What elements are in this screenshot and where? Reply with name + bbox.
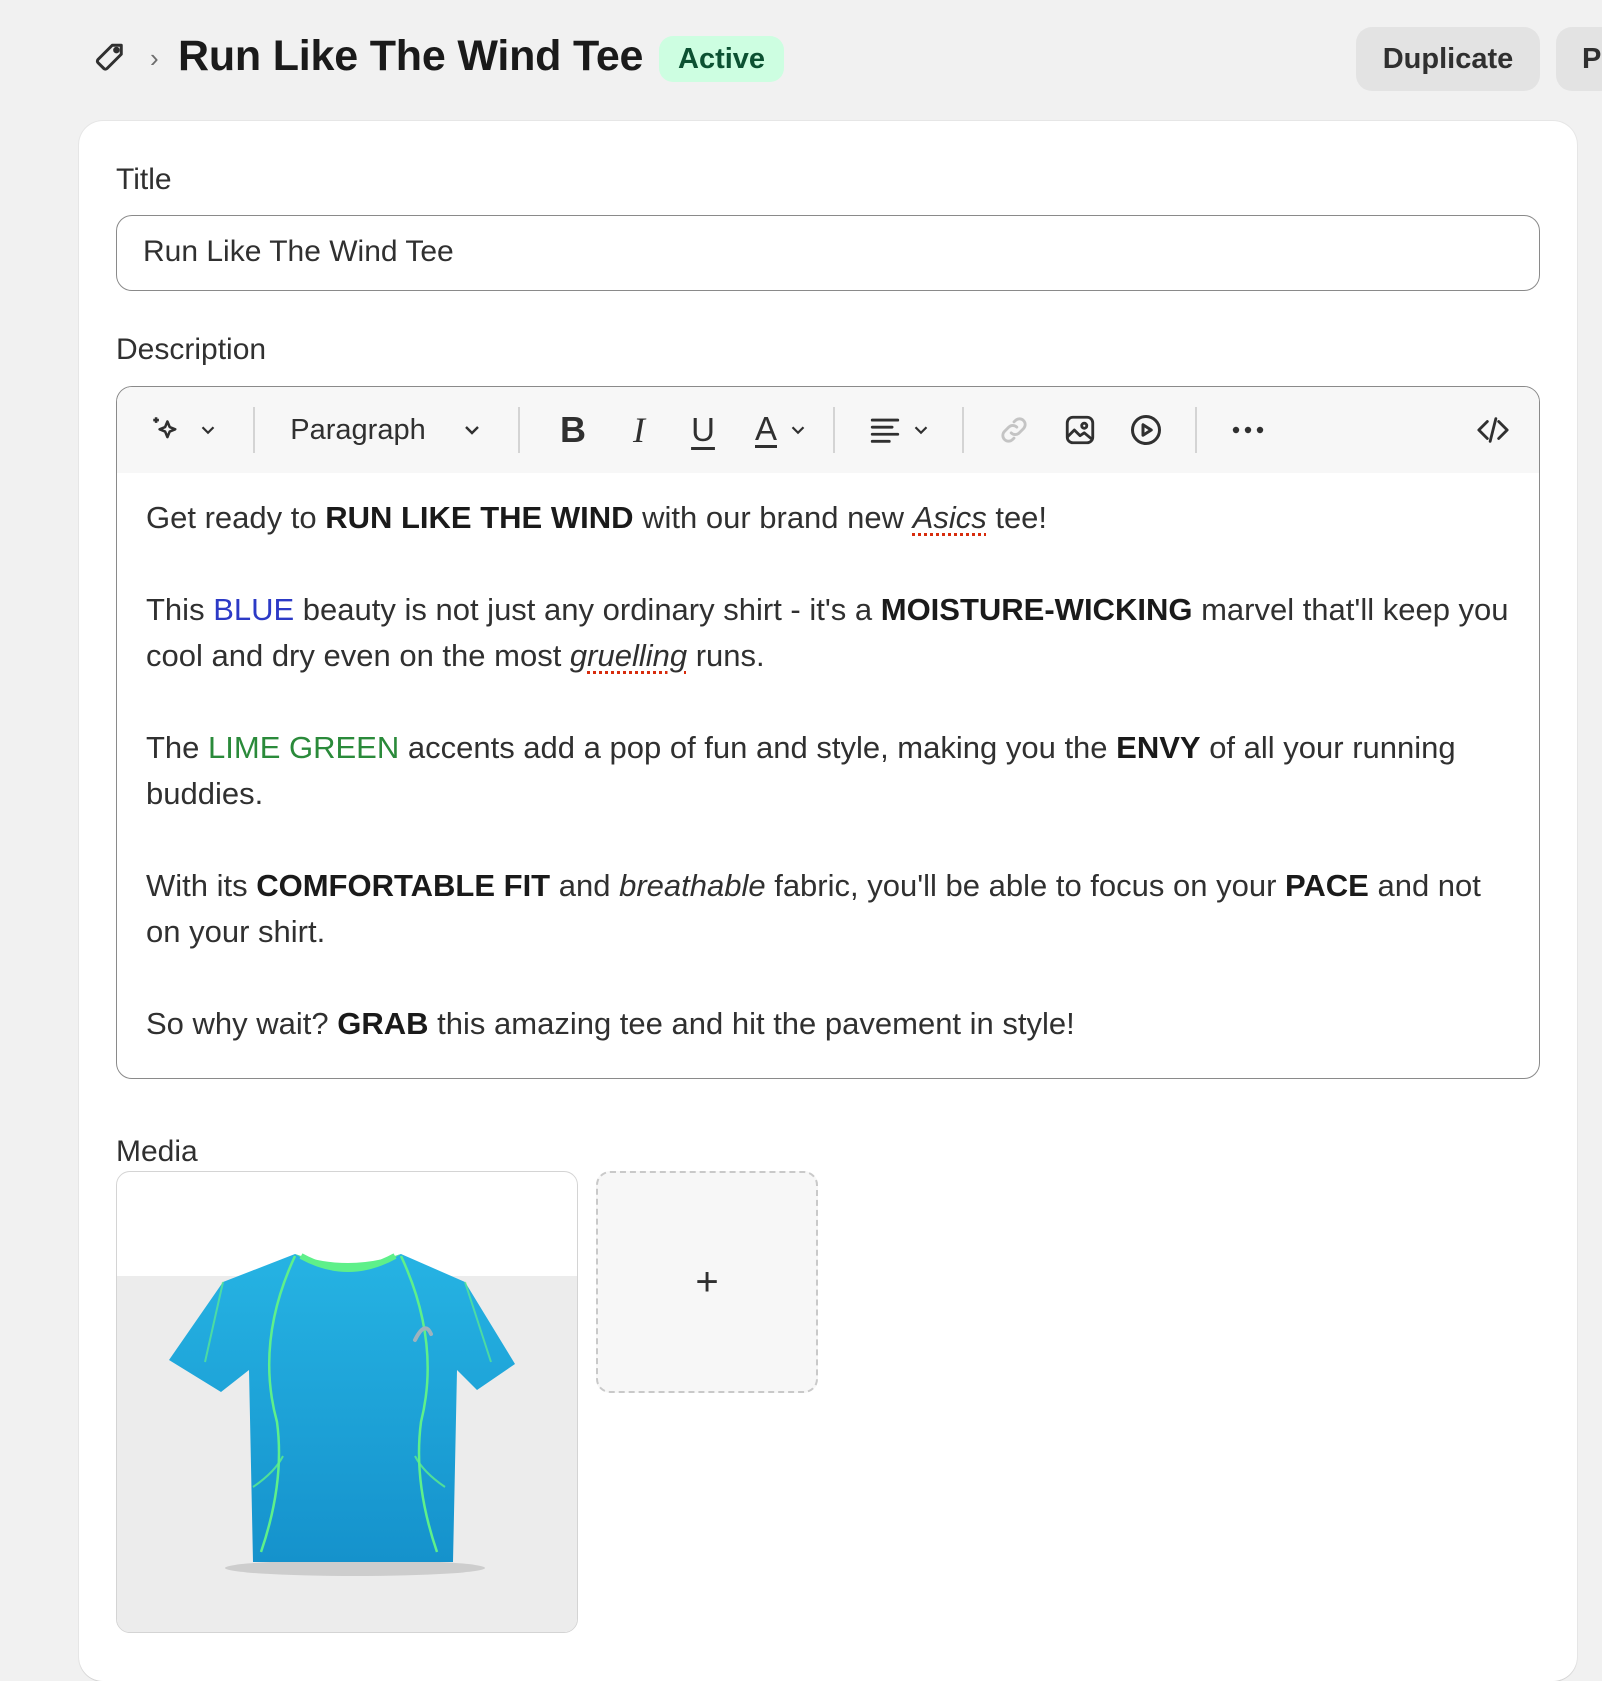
text-color-button[interactable] — [739, 387, 825, 473]
breadcrumb-chevron-icon: › — [150, 43, 159, 73]
media-label: Media — [116, 1135, 198, 1168]
align-icon — [868, 413, 902, 447]
toolbar-divider — [253, 407, 255, 453]
bold-button[interactable] — [545, 387, 601, 473]
align-button[interactable] — [859, 387, 941, 473]
description-editor[interactable] — [116, 386, 1540, 1079]
chevron-down-icon — [787, 419, 809, 441]
video-icon — [1128, 412, 1164, 448]
media-item[interactable] — [116, 1171, 578, 1633]
description-paragraph: The LIME GREEN accents add a pop of fun and style, making you the ENVY of all your running buddies. — [146, 730, 1456, 811]
chevron-down-icon — [197, 419, 219, 441]
html-source-button[interactable] — [1463, 387, 1523, 473]
paragraph-select-label: Paragraph — [290, 413, 426, 446]
editor-toolbar — [117, 387, 1539, 473]
text-color-icon: A — [754, 409, 777, 447]
underline-button[interactable] — [675, 387, 731, 473]
duplicate-button[interactable]: Duplicate — [1356, 27, 1540, 91]
tag-icon[interactable] — [92, 40, 128, 76]
preview-button[interactable]: P — [1556, 27, 1602, 91]
tshirt-image — [165, 1242, 531, 1582]
magic-button[interactable] — [143, 387, 225, 473]
description-paragraph: With its COMFORTABLE FIT and breathable fabric, you'll be able to focus on your PACE and not on your shirt. — [146, 868, 1481, 949]
bold-icon: B — [560, 409, 586, 450]
editor-content[interactable] — [146, 495, 1516, 1047]
italic-button[interactable] — [611, 387, 667, 473]
toolbar-divider — [962, 407, 964, 453]
more-icon — [1230, 424, 1266, 436]
image-icon — [1063, 413, 1097, 447]
title-label: Title — [116, 163, 172, 196]
chevron-down-icon — [460, 418, 484, 442]
sparkle-icon — [149, 413, 183, 447]
description-paragraph: So why wait? GRAB this amazing tee and hit the pavement in style! — [146, 1006, 1075, 1041]
description-paragraph: Get ready to RUN LIKE THE WIND with our brand new Asics tee! — [146, 500, 1048, 535]
toolbar-divider — [518, 407, 520, 453]
page-title: Run Like The Wind Tee — [178, 32, 644, 80]
paragraph-select[interactable] — [277, 387, 497, 473]
description-label: Description — [116, 333, 267, 366]
insert-video-button[interactable] — [1117, 387, 1175, 473]
more-options-button[interactable] — [1217, 387, 1279, 473]
title-input[interactable]: Run Like The Wind Tee — [116, 215, 1540, 291]
underline-icon: U — [691, 411, 715, 448]
status-badge: Active — [659, 36, 784, 82]
page-header — [0, 0, 1602, 118]
toolbar-divider — [833, 407, 835, 453]
description-paragraph: This BLUE beauty is not just any ordinary shirt - it's a MOISTURE-WICKING marvel that'll keep you cool and dry even on the most gruelling runs. — [146, 592, 1509, 673]
insert-image-button[interactable] — [1051, 387, 1109, 473]
code-icon — [1474, 413, 1512, 447]
link-button[interactable] — [985, 387, 1043, 473]
chevron-down-icon — [910, 419, 932, 441]
link-icon — [997, 413, 1031, 447]
product-card — [79, 121, 1577, 1681]
italic-icon: I — [633, 410, 645, 450]
toolbar-divider — [1195, 407, 1197, 453]
add-media-button[interactable]: + — [596, 1171, 818, 1393]
